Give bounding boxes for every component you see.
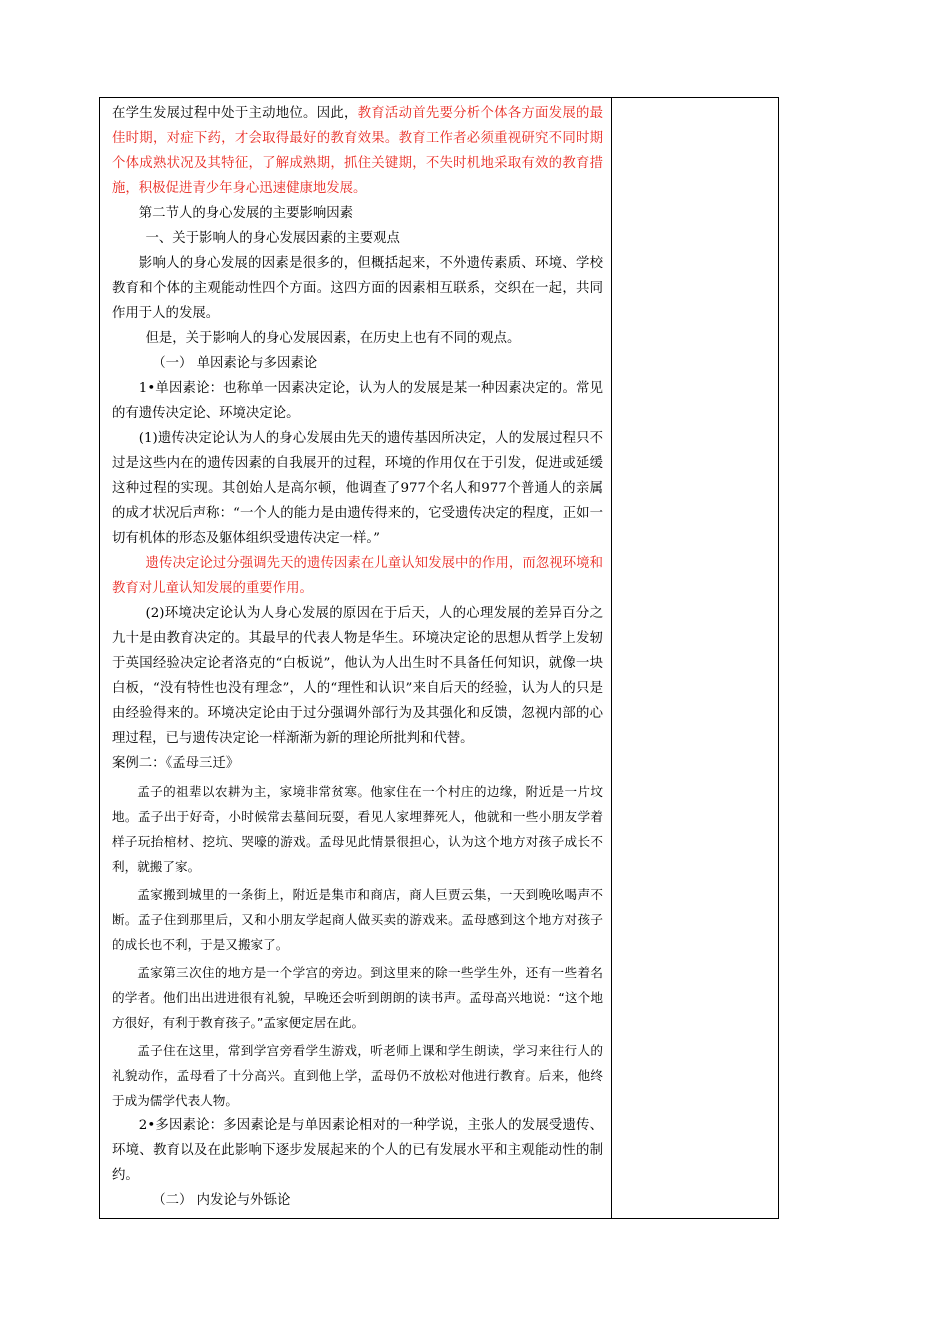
paragraph-p4 [112, 326, 603, 351]
paragraph-p7 [112, 426, 603, 551]
text-run: （二） 内发论与外铄论 [152, 1193, 291, 1208]
paragraph-p12 [112, 882, 603, 957]
notes-cell [612, 98, 778, 1218]
text-run: （一） 单因素论与多因素论 [152, 356, 318, 371]
text-run: (2)环境决定论认为人身心发展的原因在于后天，人的心理发展的差异百分之九十是由教育决定的。其最早的代表人物是华生。环境决定论的思想从哲学上发轫于英国经验决定论者洛克的“白板说”，他认为人出生时不具备任何知识，就像一块白板，“没有特性也没有理念”，人的“理性和认识”来自后天的经验，认为人的只是由经验得来的。环境决定论由于过分强调外部行为及其强化和反馈，忽视内部的心理过程，已与遗传决定论一样渐渐为新的理论所批判和代替。 [112, 606, 603, 746]
text-run: 一、关于影响人的身心发展因素的主要观点 [145, 231, 400, 246]
text-run: 遗传决定论过分强调先天的遗传因素在儿童认知发展中的作用，而忽视环境和教育对儿童认知发展的重要作用。 [112, 556, 603, 596]
text-run: 影响人的身心发展的因素是很多的，但概括起来，不外遗传素质、环境、学校教育和个体的主观能动性四个方面。这四方面的因素相互联系，交织在一起，共同作用于人的发展。 [112, 256, 603, 321]
paragraph-p9 [112, 601, 603, 751]
paragraph-p15 [112, 1113, 603, 1188]
document-table [99, 97, 779, 1219]
paragraph-p1 [112, 201, 603, 226]
text-run: 孟子住在这里，常到学宫旁看学生游戏，听老师上课和学生朗读，学习来往行人的礼貌动作，孟母看了十分高兴。直到他上学，孟母仍不放松对他进行教育。后来，他终于成为儒学代表人物。 [112, 1043, 603, 1108]
text-run: 孟家第三次住的地方是一个学宫的旁边。到这里来的除一些学生外，还有一些着名的学者。他们出出进进很有礼貌，早晚还会听到朗朗的读书声。孟母高兴地说：“这个地方很好，有利于教育孩子。”孟家便定居在此。 [112, 965, 603, 1030]
paragraph-p6 [112, 376, 603, 426]
paragraph-p8 [112, 551, 603, 601]
paragraph-p11 [112, 779, 603, 879]
paragraph-p2 [112, 226, 603, 251]
text-run: 第二节人的身心发展的主要影响因素 [138, 206, 354, 221]
text-run: 教育活动首先要分析个体各方面发展的最佳时期，对症下药，才会取得最好的教育效果。教育工作者必须重视研究不同时期个体成熟状况及其特征，了解成熟期，抓住关键期，不失时机地采取有效的教育措施，积极促进青少年身心迅速健康地发展。 [112, 106, 604, 196]
text-run: 孟家搬到城里的一条街上，附近是集市和商店，商人巨贾云集，一天到晚吆喝声不断。孟子住到那里后，又和小朋友学起商人做买卖的游戏来。孟母感到这个地方对孩子的成长也不利，于是又搬家了。 [112, 887, 603, 952]
text-run: 在学生发展过程中处于主动地位。因此， [112, 106, 358, 121]
paragraph-p0 [112, 101, 603, 201]
paragraph-p5 [112, 351, 603, 376]
paragraph-p14 [112, 1038, 603, 1113]
text-run: 孟子的祖辈以农耕为主，家境非常贫寒。他家住在一个村庄的边缘，附近是一片坟地。孟子出于好奇，小时候常去墓间玩耍，看见人家埋葬死人，他就和一些小朋友学着样子玩抬棺材、挖坑、哭嚎的游戏。孟母见此情景很担心，认为这个地方对孩子成长不利，就搬了家。 [112, 784, 603, 874]
paragraph-p13 [112, 960, 603, 1035]
paragraph-p10 [112, 751, 603, 776]
text-run: 案例二：《孟母三迁》 [112, 756, 240, 771]
text-run: 但是，关于影响人的身心发展因素，在历史上也有不同的观点。 [145, 331, 521, 346]
main-text-cell [112, 101, 603, 1213]
text-run: 2•多因素论：多因素论是与单因素论相对的一种学说，主张人的发展受遗传、环境、教育以及在此影响下逐步发展起来的个人的已有发展水平和主观能动性的制约。 [112, 1118, 603, 1183]
paragraph-p3 [112, 251, 603, 326]
text-run: 1•单因素论：也称单一因素决定论，认为人的发展是某一种因素决定的。常见的有遗传决定论、环境决定论。 [112, 381, 603, 421]
paragraph-p16 [112, 1188, 603, 1213]
text-run: (1)遗传决定论认为人的身心发展由先天的遗传基因所决定，人的发展过程只不过是这些内在的遗传因素的自我展开的过程，环境的作用仅在于引发，促进或延缓这种过程的实现。其创始人是高尔顿，他调查了977个名人和977个普通人的亲属的成才状况后声称：“一个人的能力是由遗传得来的，它受遗传决定的程度，正如一切有机体的形态及躯体组织受遗传决定一样。” [112, 431, 603, 546]
